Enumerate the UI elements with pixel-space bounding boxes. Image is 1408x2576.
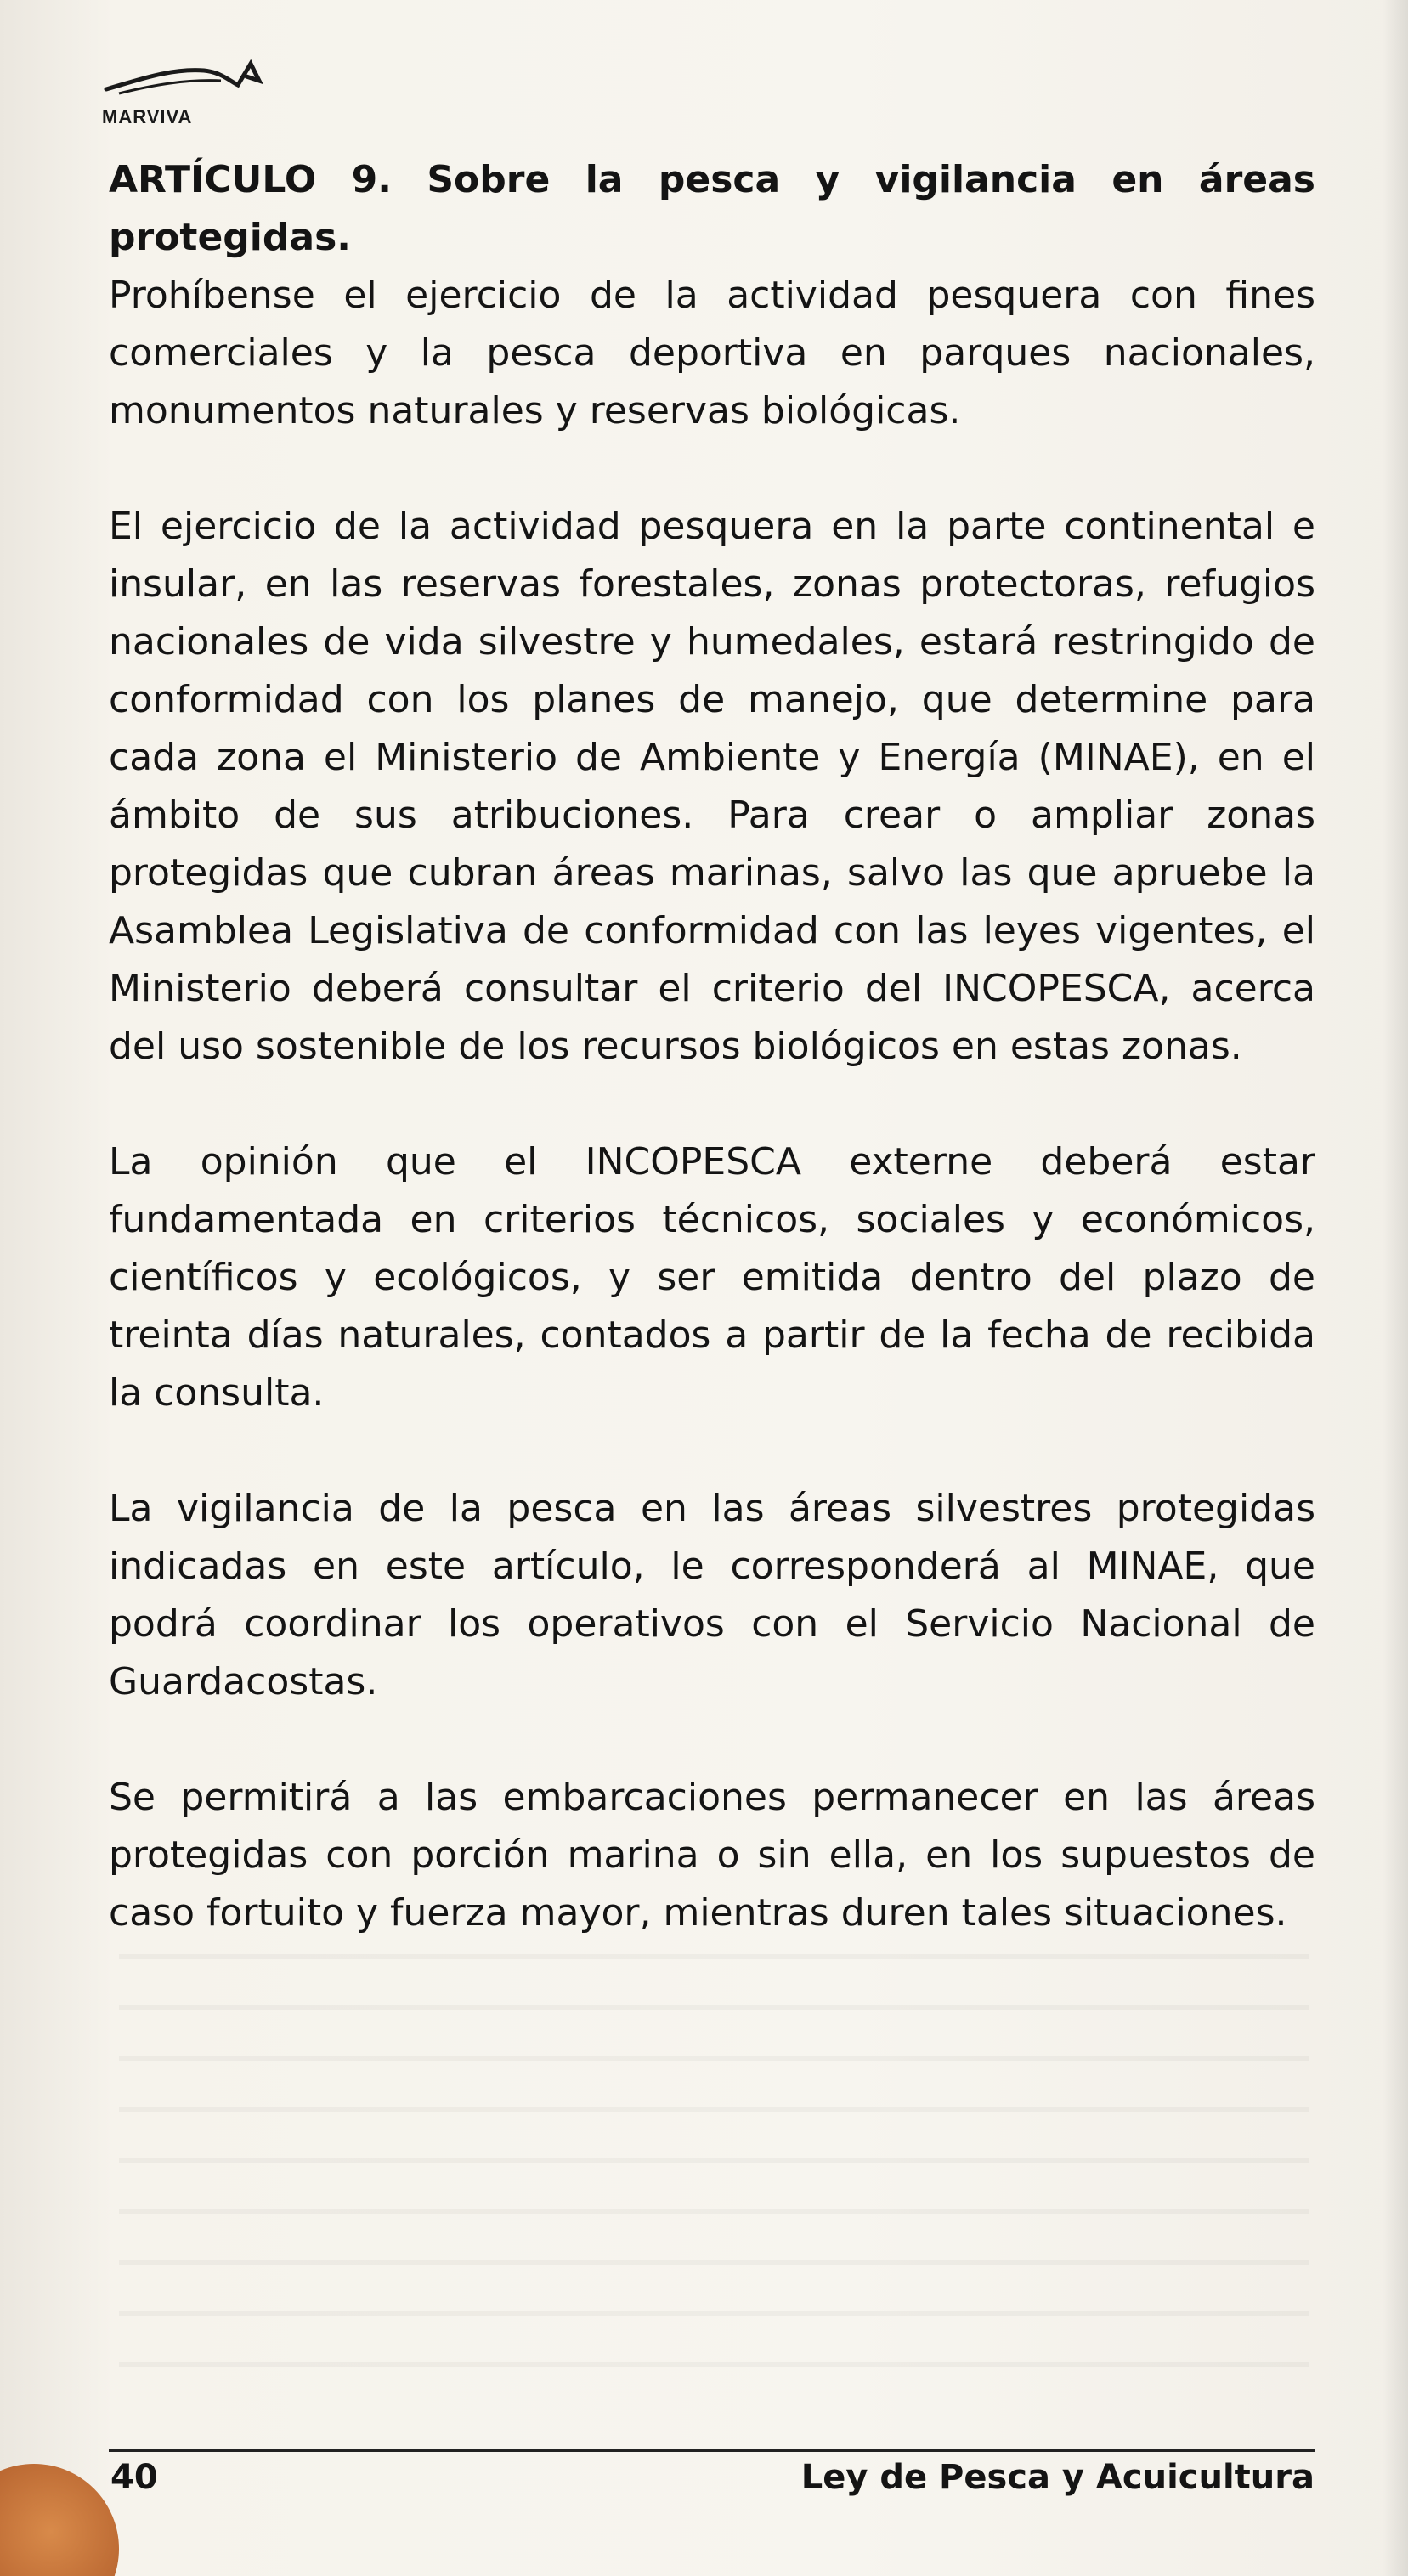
paragraph-4: La vigilancia de la pesca en las áreas silvestres protegidas indicadas en este artículo, le corresponderá al MINAE, que podrá coordinar los operativos con el Servicio Nacional de Guardacostas. (109, 1487, 1315, 1703)
paragraph-2: El ejercicio de la actividad pesquera en la parte continental e insular, en las reservas forestales, zonas protectoras, refugios nacionales de vida silvestre y humedales, estará restringido de conformidad con los planes de manejo, que determine para cada zona el Ministerio de Ambiente y Energía (MINAE), en el ámbito de sus atribuciones. Para crear o ampliar zonas protegidas que cubran áreas marinas, salvo las que apruebe la Asamblea Legislativa de conformidad con las leyes vigentes, el Ministerio deberá consultar el criterio del INCOPESCA, acerca del uso sostenible de los recursos biológicos en estas zonas. (109, 505, 1315, 1068)
marviva-logo (102, 47, 272, 140)
paragraph-5: Se permitirá a las embarcaciones permanecer en las áreas protegidas con porción marina o sin ella, en los supuestos de caso fortuito y fuerza mayor, mientras duren tales situaciones. (109, 1776, 1315, 1935)
bleed-through-line (119, 2107, 1309, 2112)
bleed-through-line (119, 2056, 1309, 2061)
bleed-through-line (119, 2362, 1309, 2367)
logo-text: MARVIVA (102, 106, 193, 127)
paragraph-3: La opinión que el INCOPESCA externe deberá estar fundamentada en criterios técnicos, sociales y económicos, científicos y ecológicos, y ser emitida dentro del plazo de treinta días naturales, contados a partir de la fecha de recibida la consulta. (109, 1140, 1315, 1415)
bleed-through-line (119, 2260, 1309, 2265)
wave-logo-icon (102, 47, 272, 106)
footer-rule (109, 2449, 1315, 2452)
article-title: ARTÍCULO 9. Sobre la pesca y vigilancia en áreas protegidas. (109, 158, 1315, 259)
paragraph-1: Prohíbense el ejercicio de la actividad pesquera con fines comerciales y la pesca deportiva en parques nacionales, monumentos naturales y reservas biológicas. (109, 274, 1315, 432)
article-body (109, 151, 1315, 1942)
bleed-through-line (119, 2158, 1309, 2163)
page-edge-shadow (1383, 0, 1408, 2576)
bleed-through-line (119, 2311, 1309, 2316)
bleed-through-line (119, 2209, 1309, 2214)
thumb-photo-artifact (0, 2464, 119, 2576)
bleed-through-line (119, 1954, 1309, 1959)
bleed-through-line (119, 2005, 1309, 2010)
book-title: Ley de Pesca y Acuicultura (800, 2458, 1315, 2497)
page-number: 40 (110, 2458, 158, 2497)
